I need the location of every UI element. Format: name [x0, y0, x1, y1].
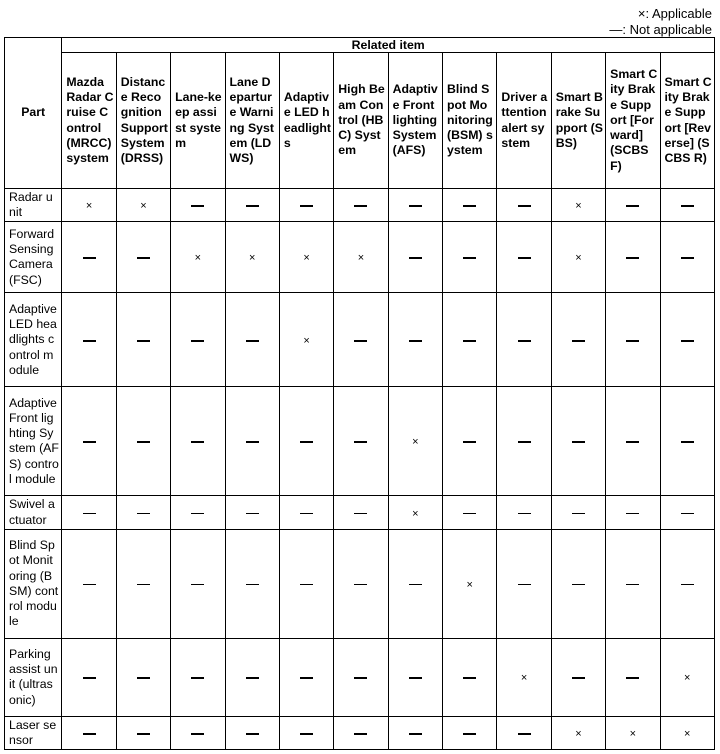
dash-icon [409, 677, 422, 679]
part-name: Adaptive LED headlights control module [5, 293, 62, 387]
dash-icon [137, 513, 150, 515]
dash-icon [518, 205, 531, 207]
dash-icon [354, 733, 367, 735]
dash-icon [681, 441, 694, 443]
applicable-mark [388, 387, 442, 496]
dash-icon [246, 340, 259, 342]
cross-mark: × [303, 252, 310, 265]
not-applicable-mark [660, 496, 714, 529]
part-name: Laser sensor [5, 716, 62, 749]
not-applicable-mark [225, 293, 279, 387]
cross-mark: × [85, 200, 93, 213]
not-applicable-mark [171, 529, 225, 638]
dash-icon [137, 340, 150, 342]
table-body [5, 189, 715, 750]
not-applicable-mark [225, 529, 279, 638]
dash-icon [626, 677, 639, 679]
not-applicable-mark [62, 293, 116, 387]
dash-icon [681, 340, 694, 342]
not-applicable-mark [225, 638, 279, 716]
not-applicable-mark [443, 189, 497, 222]
not-applicable-mark [116, 716, 170, 749]
column-header: Lane Departure Warning System (LDWS) [225, 53, 279, 189]
not-applicable-mark [660, 189, 714, 222]
not-applicable-mark [551, 529, 605, 638]
dash-icon [518, 441, 531, 443]
dash-icon [409, 733, 422, 735]
column-header: Distance Recognition Support System (DRSS) [116, 53, 170, 189]
not-applicable-mark [388, 529, 442, 638]
column-header: Blind Spot Monitoring (BSM) system [443, 53, 497, 189]
cross-mark: × [520, 672, 528, 685]
table-row [5, 529, 715, 638]
part-name: Radar unit [5, 189, 62, 222]
not-applicable-mark [279, 638, 333, 716]
not-applicable-mark [171, 638, 225, 716]
applicable-mark [62, 189, 116, 222]
not-applicable-mark [497, 387, 551, 496]
not-applicable-mark [116, 387, 170, 496]
dash-icon [246, 677, 259, 679]
not-applicable-mark [606, 496, 660, 529]
dash-icon [300, 733, 313, 735]
table-row [5, 293, 715, 387]
not-applicable-mark [551, 496, 605, 529]
legend-not-applicable: —: Not applicable [609, 22, 712, 37]
not-applicable-mark [551, 387, 605, 496]
dash-icon [681, 205, 694, 207]
not-applicable-mark [606, 529, 660, 638]
dash-icon [300, 513, 313, 515]
dash-icon [409, 257, 422, 259]
cross-mark: × [412, 436, 419, 449]
not-applicable-mark [334, 496, 388, 529]
related-item-header: Related item [62, 38, 715, 53]
legend [609, 6, 712, 38]
dash-icon [246, 205, 259, 207]
dash-icon [681, 513, 694, 515]
dash-icon [409, 205, 422, 207]
not-applicable-mark [225, 496, 279, 529]
not-applicable-mark [443, 496, 497, 529]
not-applicable-mark [497, 496, 551, 529]
dash-icon [463, 257, 476, 259]
not-applicable-mark [116, 529, 170, 638]
applicable-mark [660, 638, 714, 716]
not-applicable-mark [660, 387, 714, 496]
dash-icon [246, 733, 259, 735]
not-applicable-mark [551, 638, 605, 716]
cross-mark: × [684, 672, 691, 685]
table-row [5, 387, 715, 496]
not-applicable-mark [171, 387, 225, 496]
dash-icon [463, 733, 476, 735]
dash-icon [572, 340, 585, 342]
dash-icon [354, 513, 367, 515]
not-applicable-mark [62, 638, 116, 716]
not-applicable-mark [606, 638, 660, 716]
dash-icon [626, 513, 639, 515]
applicable-mark [171, 222, 225, 293]
applicable-mark [551, 716, 605, 749]
column-header: High Beam Control (HBC) System [334, 53, 388, 189]
applicable-mark [334, 222, 388, 293]
dash-icon [191, 513, 204, 515]
dash-icon [463, 340, 476, 342]
dash-icon [191, 677, 204, 679]
not-applicable-mark [62, 529, 116, 638]
dash-icon [518, 340, 531, 342]
dash-icon [83, 257, 96, 259]
dash-icon [137, 733, 150, 735]
dash-icon [626, 584, 639, 586]
dash-icon [83, 513, 96, 515]
not-applicable-mark [660, 529, 714, 638]
not-applicable-mark [62, 496, 116, 529]
cross-mark: × [684, 728, 691, 741]
column-header: Smart City Brake Support [Forward] (SCBS F) [606, 53, 660, 189]
dash-icon [518, 513, 531, 515]
dash-icon [354, 205, 367, 207]
column-header: Smart City Brake Support [Reverse] (SCBS R) [660, 53, 714, 189]
dash-icon [300, 584, 313, 586]
cross-mark: × [575, 252, 582, 265]
not-applicable-mark [388, 222, 442, 293]
applicable-mark [225, 222, 279, 293]
dash-icon [83, 677, 96, 679]
not-applicable-mark [388, 293, 442, 387]
cross-mark: × [248, 252, 256, 265]
dash-icon [137, 257, 150, 259]
not-applicable-mark [116, 293, 170, 387]
dash-icon [354, 441, 367, 443]
dash-icon [300, 205, 313, 207]
dash-icon [246, 513, 259, 515]
applicable-mark [279, 222, 333, 293]
dash-icon [83, 584, 96, 586]
not-applicable-mark [551, 293, 605, 387]
header-row-columns [5, 53, 715, 189]
not-applicable-mark [225, 387, 279, 496]
not-applicable-mark [443, 638, 497, 716]
dash-icon [463, 205, 476, 207]
not-applicable-mark [171, 189, 225, 222]
dash-icon [518, 733, 531, 735]
not-applicable-mark [334, 716, 388, 749]
dash-icon [572, 677, 585, 679]
not-applicable-mark [279, 716, 333, 749]
applicable-mark [497, 638, 551, 716]
not-applicable-mark [606, 222, 660, 293]
not-applicable-mark [443, 222, 497, 293]
dash-icon [626, 340, 639, 342]
not-applicable-mark [334, 529, 388, 638]
dash-icon [83, 340, 96, 342]
applicable-mark [660, 716, 714, 749]
cross-mark: × [412, 507, 419, 520]
column-header: Lane-keep assist system [171, 53, 225, 189]
not-applicable-mark [606, 387, 660, 496]
dash-icon [518, 257, 531, 259]
dash-icon [463, 677, 476, 679]
cross-mark: × [575, 728, 582, 741]
cross-mark: × [357, 252, 365, 265]
cross-mark: × [629, 728, 637, 741]
cross-mark: × [466, 578, 473, 591]
cross-mark: × [194, 252, 202, 265]
column-header: Smart Brake Support (SBS) [551, 53, 605, 189]
dash-icon [463, 513, 476, 515]
not-applicable-mark [334, 638, 388, 716]
column-header: Mazda Radar Cruise Control (MRCC) system [62, 53, 116, 189]
dash-icon [246, 441, 259, 443]
not-applicable-mark [171, 716, 225, 749]
table-row [5, 638, 715, 716]
not-applicable-mark [443, 716, 497, 749]
not-applicable-mark [279, 387, 333, 496]
not-applicable-mark [279, 529, 333, 638]
dash-icon [137, 677, 150, 679]
table-row [5, 222, 715, 293]
not-applicable-mark [497, 293, 551, 387]
not-applicable-mark [116, 638, 170, 716]
cross-mark: × [303, 334, 310, 347]
not-applicable-mark [497, 716, 551, 749]
part-name: Forward Sensing Camera (FSC) [5, 222, 62, 293]
applicable-mark [443, 529, 497, 638]
applicable-mark [116, 189, 170, 222]
not-applicable-mark [171, 293, 225, 387]
dash-icon [354, 677, 367, 679]
column-header: Adaptive LED headlights [279, 53, 333, 189]
not-applicable-mark [334, 189, 388, 222]
dash-icon [626, 205, 639, 207]
dash-icon [626, 441, 639, 443]
table-row [5, 496, 715, 529]
not-applicable-mark [606, 293, 660, 387]
dash-icon [409, 340, 422, 342]
not-applicable-mark [443, 387, 497, 496]
dash-icon [681, 584, 694, 586]
dash-icon [572, 513, 585, 515]
not-applicable-mark [62, 387, 116, 496]
not-applicable-mark [116, 496, 170, 529]
dash-icon [191, 205, 204, 207]
not-applicable-mark [171, 496, 225, 529]
not-applicable-mark [497, 529, 551, 638]
applicable-mark [551, 189, 605, 222]
dash-icon [354, 584, 367, 586]
part-name: Swivel actuator [5, 496, 62, 529]
part-name: Adaptive Front lighting System (AFS) control module [5, 387, 62, 496]
column-header: Adaptive Front lighting System (AFS) [388, 53, 442, 189]
column-header: Driver attention alert system [497, 53, 551, 189]
not-applicable-mark [225, 716, 279, 749]
dash-icon [191, 441, 204, 443]
legend-applicable: ×: Applicable [637, 6, 712, 21]
dash-icon [463, 441, 476, 443]
applicable-mark [279, 293, 333, 387]
dash-icon [83, 441, 96, 443]
not-applicable-mark [279, 189, 333, 222]
dash-icon [572, 441, 585, 443]
dash-icon [191, 584, 204, 586]
not-applicable-mark [497, 222, 551, 293]
dash-icon [409, 584, 422, 586]
not-applicable-mark [660, 222, 714, 293]
dash-icon [137, 441, 150, 443]
dash-icon [626, 257, 639, 259]
not-applicable-mark [660, 293, 714, 387]
cross-mark: × [140, 200, 147, 213]
not-applicable-mark [279, 496, 333, 529]
not-applicable-mark [62, 222, 116, 293]
dash-icon [518, 584, 531, 586]
not-applicable-mark [606, 189, 660, 222]
not-applicable-mark [334, 387, 388, 496]
applicable-mark [606, 716, 660, 749]
not-applicable-mark [388, 189, 442, 222]
not-applicable-mark [443, 293, 497, 387]
related-items-table [4, 37, 715, 750]
cross-mark: × [575, 200, 582, 213]
part-header: Part [5, 38, 62, 189]
part-name: Blind Spot Monitoring (BSM) control module [5, 529, 62, 638]
dash-icon [300, 441, 313, 443]
dash-icon [137, 584, 150, 586]
dash-icon [572, 584, 585, 586]
dash-icon [300, 677, 313, 679]
not-applicable-mark [388, 716, 442, 749]
dash-icon [681, 257, 694, 259]
not-applicable-mark [497, 189, 551, 222]
table-row [5, 716, 715, 749]
table-row [5, 189, 715, 222]
applicable-mark [551, 222, 605, 293]
not-applicable-mark [116, 222, 170, 293]
dash-icon [354, 340, 367, 342]
applicable-mark [388, 496, 442, 529]
part-name: Parking assist unit (ultrasonic) [5, 638, 62, 716]
not-applicable-mark [225, 189, 279, 222]
not-applicable-mark [388, 638, 442, 716]
dash-icon [83, 733, 96, 735]
header-row-top [5, 38, 715, 53]
not-applicable-mark [334, 293, 388, 387]
dash-icon [246, 584, 259, 586]
not-applicable-mark [62, 716, 116, 749]
dash-icon [191, 340, 204, 342]
dash-icon [191, 733, 204, 735]
